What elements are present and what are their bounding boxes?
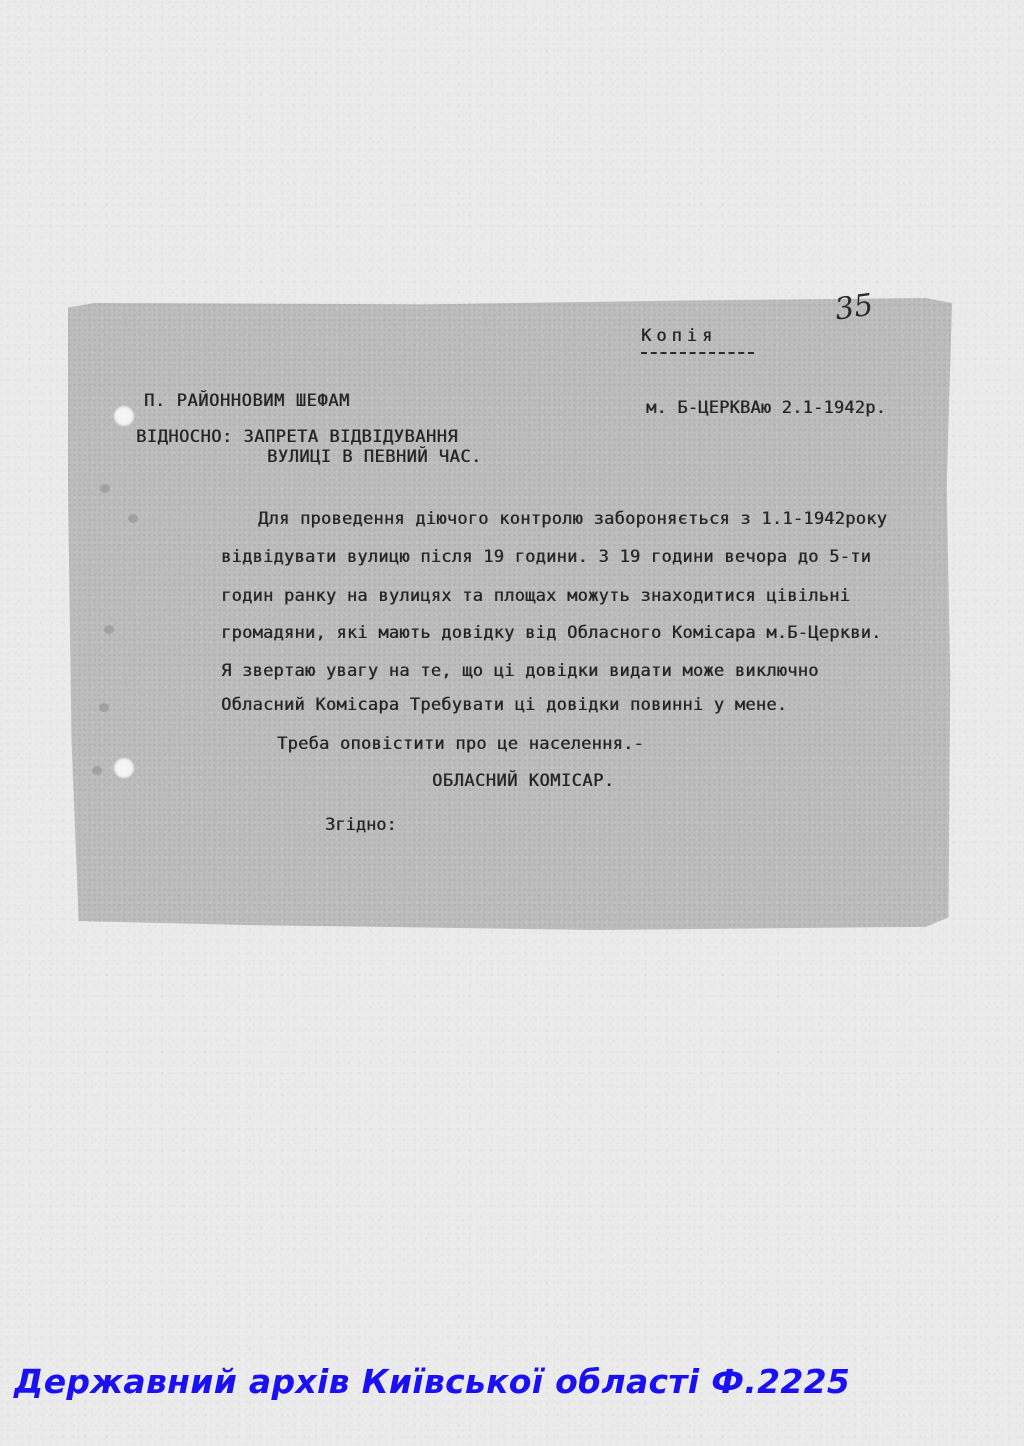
- body-line: Обласний Комісара Требувати ці довідки повинні у мене.: [221, 695, 788, 715]
- punch-hole: [113, 757, 135, 779]
- subject-line-2: ВУЛИЦІ В ПЕВНИЙ ЧАС.: [267, 447, 482, 467]
- body-line: громадяни, які мають довідку від Обласного Комісара м.Б-Церкви.: [221, 623, 882, 643]
- paper-speck: [104, 625, 114, 634]
- body-line: Я звертаю увагу на те, що ці довідки видати може виключно: [221, 661, 819, 681]
- place-and-date: м. Б-ЦЕРКВАю 2.1-1942р.: [646, 398, 887, 418]
- paper-speck: [128, 514, 138, 523]
- archive-caption: Державний архів Київської області Ф.2225: [14, 1362, 851, 1401]
- body-line: Для проведення діючого контролю забороняється з 1.1-1942року: [258, 509, 888, 529]
- punch-hole: [113, 405, 135, 427]
- addressee: П. РАЙОННОВИМ ШЕФАМ: [144, 391, 350, 411]
- paper-speck: [99, 703, 109, 712]
- signature-block: ОБЛАСНИЙ КОМІСАР.: [432, 771, 615, 791]
- body-line: годин ранку на вулицях та площах можуть знаходитися цівільні: [221, 586, 851, 606]
- subject-line-1: ВІДНОСНО: ЗАПРЕТА ВІДВІДУВАННЯ: [136, 427, 459, 447]
- body-line: відвідувати вулицю після 19 години. З 19 години вечора до 5-ти: [221, 547, 872, 567]
- agreed-mark: Згідно:: [325, 815, 397, 835]
- archive-reference-number: 35: [832, 287, 876, 328]
- body-line: Треба оповістити про це населення.-: [277, 734, 644, 754]
- paper-speck: [92, 766, 102, 775]
- copy-mark-underline: [641, 352, 754, 354]
- copy-mark: Копія: [641, 326, 718, 346]
- paper-speck: [100, 484, 110, 493]
